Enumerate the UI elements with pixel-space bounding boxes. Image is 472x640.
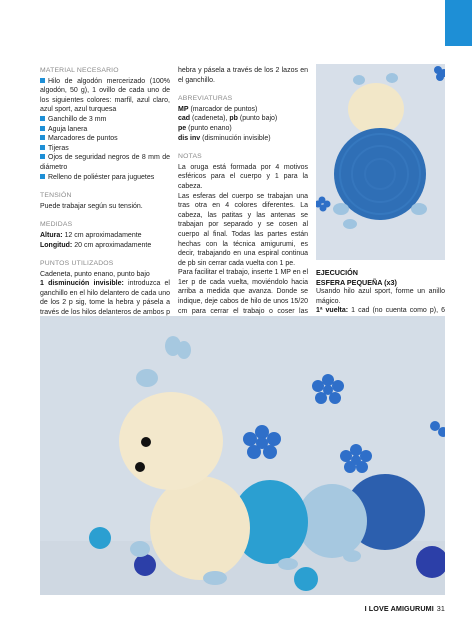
materials-list [40,115,170,182]
eye-icon [141,437,151,447]
bullet-icon [40,174,45,179]
note-paragraph: La oruga está formada por 4 motivos esféricos para el cuerpo y 1 para la cabeza. [178,163,308,190]
material-item: Ojos de seguridad negros de 8 mm de diámetro [40,154,170,171]
column-2 [178,66,308,326]
row1-text: 1ª vuelta: 1 cad (no cuenta como p), 6 [316,307,445,315]
stitches-text: Cadeneta, punto enano, punto bajo [40,270,150,278]
material-item: Ganchillo de 3 mm [40,115,170,125]
material-item: Relleno de poliéster para juguetes [40,173,170,183]
tension-text: Puede trabajar según su tensión. [40,202,143,210]
sphere-text: Usando hilo azul sport, forme un anillo mágico. [316,288,445,305]
abbreviation-item: cad (cadeneta), pb (punto bajo) [178,115,278,123]
material-item: Aguja lanera [40,125,170,135]
abbreviations-title: ABREVIATURAS [178,95,233,103]
decrease-text: 1 disminución invisible: introduzca el ganchillo en el hilo delantero de cada uno de los 2 p sig, tome la hebra y pásela a través de los hilos delanteros de ambos p [40,280,170,317]
bullet-icon [40,78,45,83]
sphere-title: ESFERA PEQUEÑA (x3) [316,277,397,287]
bullet-icon [40,154,45,159]
abbreviation-item: dis inv (disminución invisible) [178,134,271,142]
length-line: Longitud: 20 cm aproximadamente [40,241,152,249]
page-number: 31 [436,604,445,613]
abbreviations-list [178,105,308,143]
corner-tab [445,0,472,46]
column-1 [40,66,170,327]
materials-intro: Hilo de algodón mercerizado (100% algodón, 50 g), 1 ovillo de cada uno de los siguientes colores: marfil, azul claro, azul sport, azul turquesa [40,77,170,114]
abbreviation-item: MP (marcador de puntos) [178,105,258,113]
bullet-icon [40,135,45,140]
bullet-icon [40,126,45,131]
note-paragraph: Las esferas del cuerpo se trabajan una tras otra en 4 colores diferentes. La cabeza, las patitas y las antenas se trabajan por separado y se cosen al cuerpo al final. Todas las partes están hechas con la técnica amigurumi, es decir, trabajando en una espiral continua de pb sin cerrar cada vuelta con 1 pe. [178,192,308,267]
execution-title: EJECUCIÓN [316,268,358,277]
page-footer [365,604,445,613]
note-paragraph: Para facilitar el trabajo, inserte 1 MP en el 1er p de cada vuelta, moviéndolo hacia arriba a medida que avanza. Donde se indique, deje cabos de hilo de unos 15/20 cm para cerrar el trabajo o coser las [178,269,308,315]
material-item: Marcadores de puntos [40,134,170,144]
bullet-icon [40,145,45,150]
abbreviation-item: pe (punto enano) [178,124,232,132]
photo-caterpillar [40,316,445,595]
measures-title: MEDIDAS [40,221,73,229]
notes-title: NOTAS [178,153,202,161]
notes-list [178,163,308,326]
materials-title: MATERIAL NECESARIO [40,67,119,74]
photo-front-view [316,64,445,260]
bullet-icon [40,116,45,121]
material-item: Tijeras [40,144,170,154]
magazine-name: I LOVE AMIGURUMI [364,604,434,613]
height-line: Altura: 12 cm aproximadamente [40,231,142,239]
continued-text: hebra y pásela a través de los 2 lazos en el ganchillo. [178,67,308,84]
stitches-title: PUNTOS UTILIZADOS [40,260,114,268]
tension-title: TENSIÓN [40,192,72,200]
